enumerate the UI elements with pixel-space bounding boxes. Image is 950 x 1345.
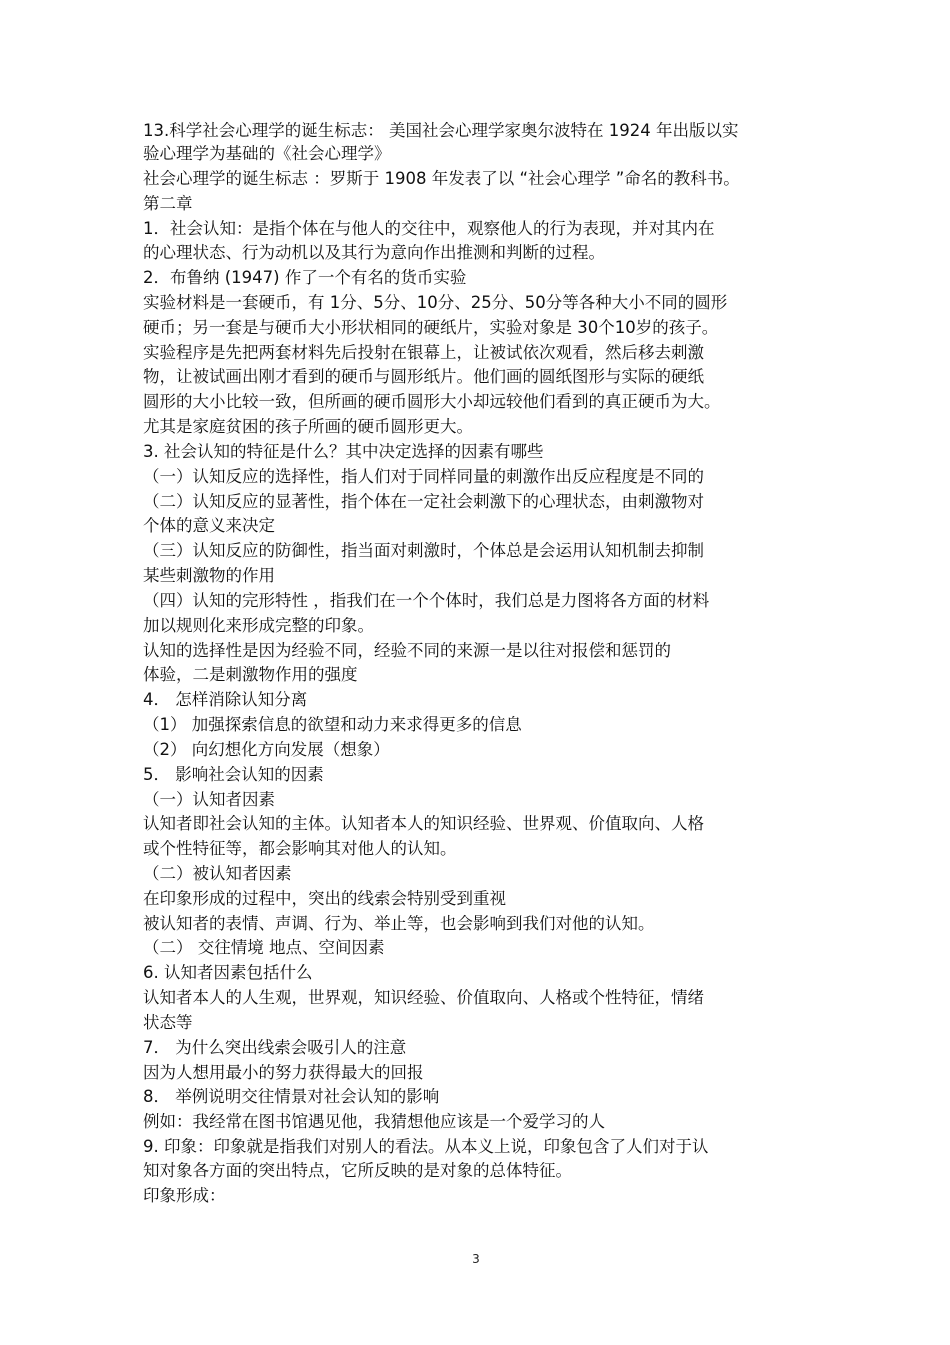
text-line: （二）被认知者因素 xyxy=(143,864,292,883)
text-line: 状态等 xyxy=(143,1013,193,1032)
text-line: 在印象形成的过程中，突出的线索会特别受到重视 xyxy=(143,889,506,908)
text-line: 的心理状态、行为动机以及其行为意向作出推测和判断的过程。 xyxy=(143,243,605,262)
text-line: 物，让被试画出刚才看到的硬币与圆形纸片。他们画的圆纸图形与实际的硬纸 xyxy=(143,367,704,386)
text-line: 实验程序是先把两套材料先后投射在银幕上，让被试依次观看，然后移去刺激 xyxy=(143,343,704,362)
text-line: 验心理学为基础的《社会心理学》 xyxy=(143,144,391,163)
text-line: 体验，二是刺激物作用的强度 xyxy=(143,665,358,684)
text-line: 或个性特征等，都会影响其对他人的认知。 xyxy=(143,839,457,858)
text-line: 9. 印象：印象就是指我们对别人的看法。从本义上说，印象包含了人们对于认 xyxy=(143,1137,709,1156)
text-line: 被认知者的表情、声调、行为、举止等，也会影响到我们对他的认知。 xyxy=(143,914,655,933)
page-number: 3 xyxy=(472,1252,480,1266)
text-line: （2） 向幻想化方向发展（想象） xyxy=(143,740,390,759)
text-line: 13.科学社会心理学的诞生标志： 美国社会心理学家奥尔波特在 1924 年出版以实 xyxy=(143,121,739,140)
text-line: 第二章 xyxy=(143,194,193,213)
text-line: 2．布鲁纳 (1947) 作了一个有名的货币实验 xyxy=(143,268,467,287)
text-line: 加以规则化来形成完整的印象。 xyxy=(143,616,374,635)
text-line: 硬币；另一套是与硬币大小形状相同的硬纸片，实验对象是 30个10岁的孩子。 xyxy=(143,318,719,337)
text-line: 知对象各方面的突出特点，它所反映的是对象的总体特征。 xyxy=(143,1161,572,1180)
text-line: 3. 社会认知的特征是什么？其中决定选择的因素有哪些 xyxy=(143,442,544,461)
text-line: 5． 影响社会认知的因素 xyxy=(143,765,324,784)
text-line: 圆形的大小比较一致，但所画的硬币圆形大小却远较他们看到的真正硬币为大。 xyxy=(143,392,721,411)
text-line: 认知者本人的人生观，世界观，知识经验、价值取向、人格或个性特征，情绪 xyxy=(143,988,704,1007)
text-line: 印象形成： xyxy=(143,1186,226,1205)
text-line: （四）认知的完形特性 ，指我们在一个个体时，我们总是力图将各方面的材料 xyxy=(143,591,710,610)
text-line: 4． 怎样消除认知分离 xyxy=(143,690,308,709)
text-line: 认知者即社会认知的主体。认知者本人的知识经验、世界观、价值取向、人格 xyxy=(143,814,704,833)
text-line: （三）认知反应的防御性，指当面对刺激时，个体总是会运用认知机制去抑制 xyxy=(143,541,704,560)
text-line: （二）认知反应的显著性，指个体在一定社会刺激下的心理状态，由刺激物对 xyxy=(143,492,704,511)
text-line: （1） 加强探索信息的欲望和动力来求得更多的信息 xyxy=(143,715,522,734)
text-line: （二） 交往情境 地点、空间因素 xyxy=(143,938,385,957)
text-line: 认知的选择性是因为经验不同，经验不同的来源一是以往对报偿和惩罚的 xyxy=(143,641,671,660)
text-line: 尤其是家庭贫困的孩子所画的硬币圆形更大。 xyxy=(143,417,473,436)
text-line: 例如：我经常在图书馆遇见他，我猜想他应该是一个爱学习的人 xyxy=(143,1112,605,1131)
text-line: 个体的意义来决定 xyxy=(143,516,275,535)
text-line: （一）认知反应的选择性，指人们对于同样同量的刺激作出反应程度是不同的 xyxy=(143,467,704,486)
text-line: 社会心理学的诞生标志 ：罗斯于 1908 年发表了以 “社会心理学 ”命名的教科书。 xyxy=(143,169,740,188)
text-line: 7． 为什么突出线索会吸引人的注意 xyxy=(143,1038,407,1057)
text-line: 某些刺激物的作用 xyxy=(143,566,275,585)
text-line: 1．社会认知：是指个体在与他人的交往中，观察他人的行为表现，并对其内在 xyxy=(143,219,715,238)
text-line: 实验材料是一套硬币，有 1分、5分、10分、25分、50分等各种大小不同的圆形 xyxy=(143,293,728,312)
text-line: 8． 举例说明交往情景对社会认知的影响 xyxy=(143,1087,440,1106)
text-line: （一）认知者因素 xyxy=(143,790,275,809)
text-line: 因为人想用最小的努力获得最大的回报 xyxy=(143,1063,424,1082)
text-line: 6. 认知者因素包括什么 xyxy=(143,963,313,982)
